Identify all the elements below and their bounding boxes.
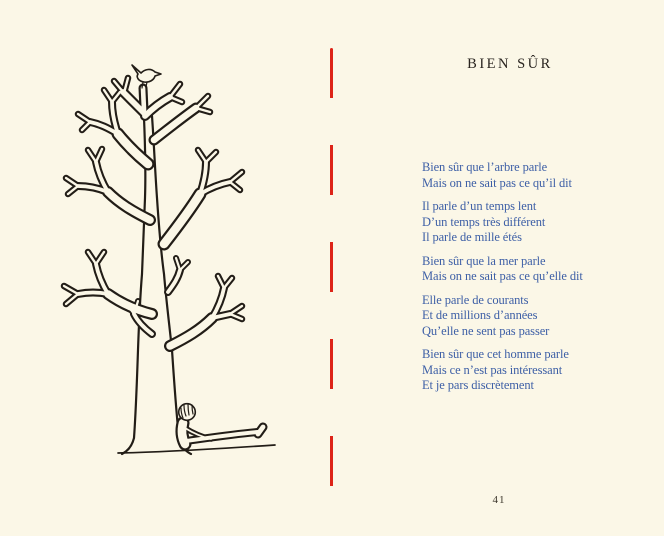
branch-fill: [170, 318, 212, 346]
stanza-3: [422, 254, 652, 285]
left-page: [0, 0, 330, 536]
poem-line: Qu’elle ne sent pas passer: [422, 323, 550, 338]
poem-line: Mais on ne sait pas ce qu’il dit: [422, 175, 572, 190]
poem-title: BIEN SÛR: [467, 56, 553, 72]
branch-fill: [164, 194, 200, 244]
page-number: 41: [492, 494, 506, 506]
poem-line: Et de millions d’années: [422, 308, 538, 322]
stanza-5: [422, 347, 652, 394]
person-head: [179, 404, 196, 421]
branch-fill: [154, 108, 196, 140]
poem-line: Et je pars discrètement: [422, 378, 534, 392]
poem-body: [422, 160, 652, 402]
tree-trunk: [122, 112, 191, 454]
poem-line: Il parle de mille étés: [422, 230, 522, 244]
poem-line: Il parle d’un temps lent: [422, 199, 537, 213]
stanza-1: [422, 160, 652, 191]
stanza-4: [422, 293, 652, 340]
branch-fill: [143, 88, 144, 110]
poem-line: Mais ce n’est pas intéressant: [422, 362, 563, 377]
stanza-2: [422, 199, 652, 246]
poem-line: Bien sûr que la mer parle: [422, 253, 546, 268]
poem-line: Elle parle de courants: [422, 292, 529, 307]
perched-bird: [132, 65, 161, 88]
bird-body: [132, 65, 161, 82]
right-page: [331, 0, 664, 536]
branch-fill: [78, 293, 108, 295]
poem-line: Bien sûr que l’arbre parle: [422, 160, 548, 174]
tree-illustration: [30, 52, 300, 467]
poem-line: Bien sûr que cet homme parle: [422, 347, 569, 361]
poem-line: D’un temps très différent: [422, 214, 546, 229]
poem-line: Mais on ne sait pas ce qu’elle dit: [422, 269, 583, 283]
